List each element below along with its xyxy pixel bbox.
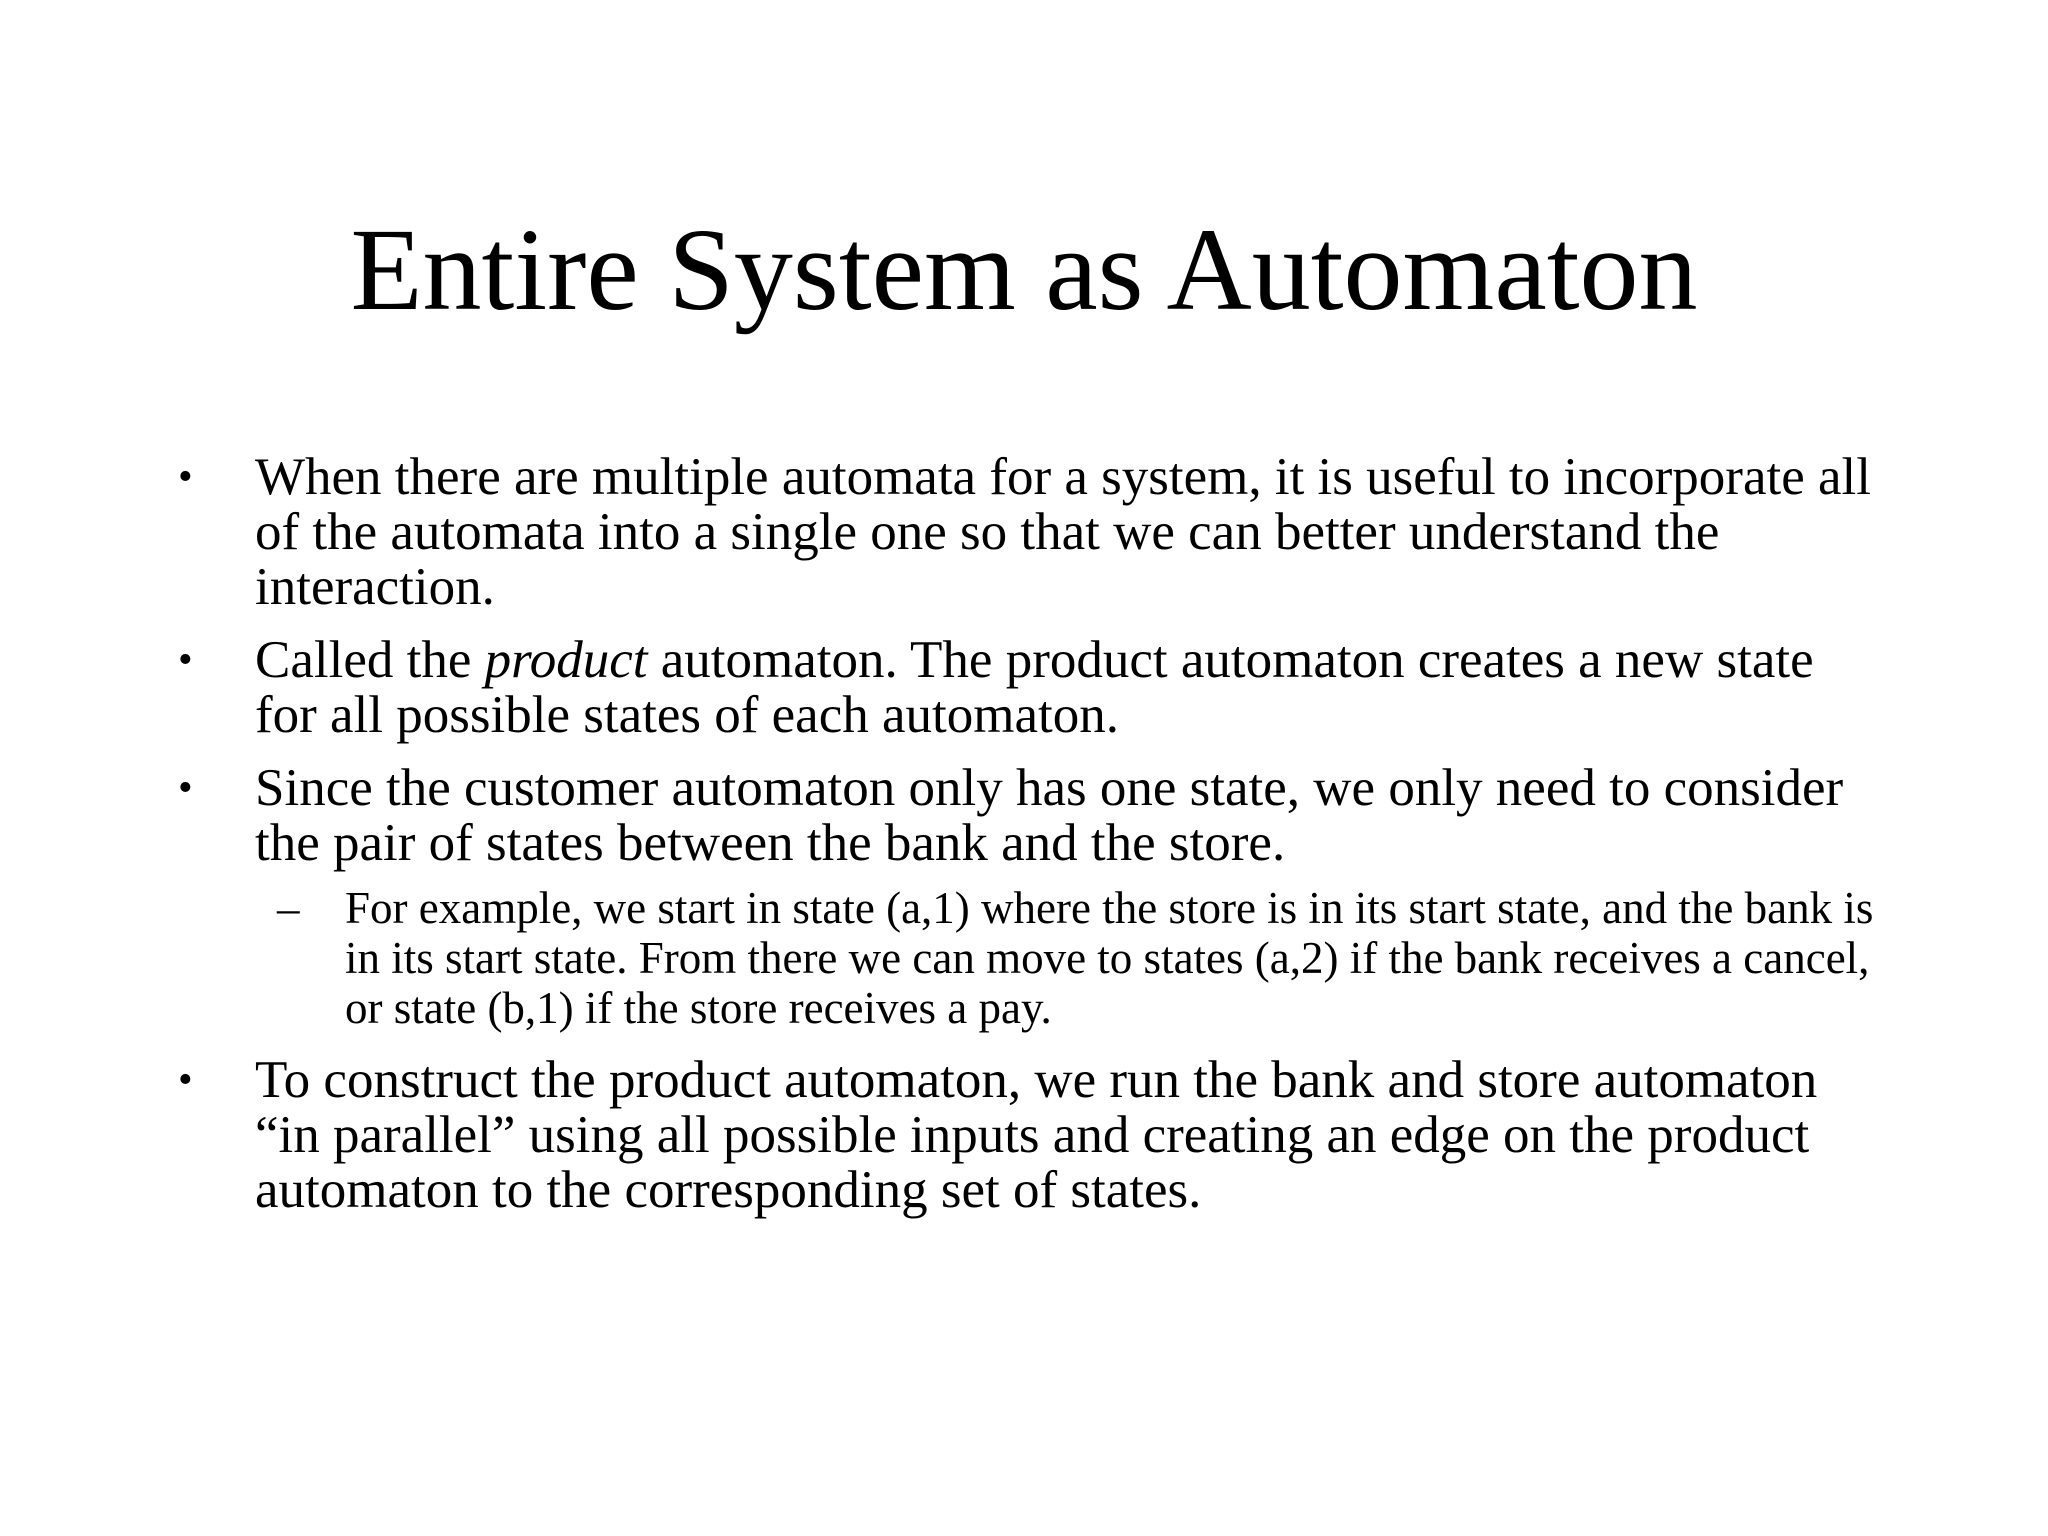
sub-bullet-marker: – — [277, 883, 300, 933]
bullet-item — [170, 1053, 1880, 1218]
bullet-text: When there are multiple automata for a system, it is useful to incorporate all of the automata into a single one so that we can better understand the interaction. — [255, 448, 1871, 616]
bullet-text: Since the customer automaton only has one state, we only need to consider the pair of states between the bank and the store. — [255, 759, 1844, 872]
bullet-item — [170, 761, 1880, 1033]
slide-title: Entire System as Automaton — [350, 204, 1698, 335]
bullet-item — [170, 633, 1880, 743]
bullet-marker: • — [178, 454, 193, 500]
sub-bullet-list — [255, 883, 1880, 1033]
bullet-text: To construct the product automaton, we run the bank and store automaton “in parallel” using all possible inputs and creating an edge on the product automaton to the corresponding set of states. — [255, 1051, 1818, 1219]
bullet-text-prefix: Called the — [255, 631, 485, 689]
bullet-marker: • — [178, 1057, 193, 1103]
bullet-list — [170, 450, 1880, 1236]
bullet-marker: • — [178, 637, 193, 683]
bullet-item — [170, 450, 1880, 615]
bullet-text-suffix: automaton. The product automaton creates a new state for all possible states of each automaton. — [255, 631, 1814, 744]
sub-bullet-item — [255, 883, 1880, 1033]
bullet-marker: • — [178, 765, 193, 811]
sub-bullet-text: For example, we start in state (a,1) where the store is in its start state, and the bank is in its start state. From there we can move to states (a,2) if the bank receives a cancel, or state (b,1) if the store receives a pay. — [345, 883, 1874, 1033]
bullet-emphasis: product — [484, 631, 648, 689]
